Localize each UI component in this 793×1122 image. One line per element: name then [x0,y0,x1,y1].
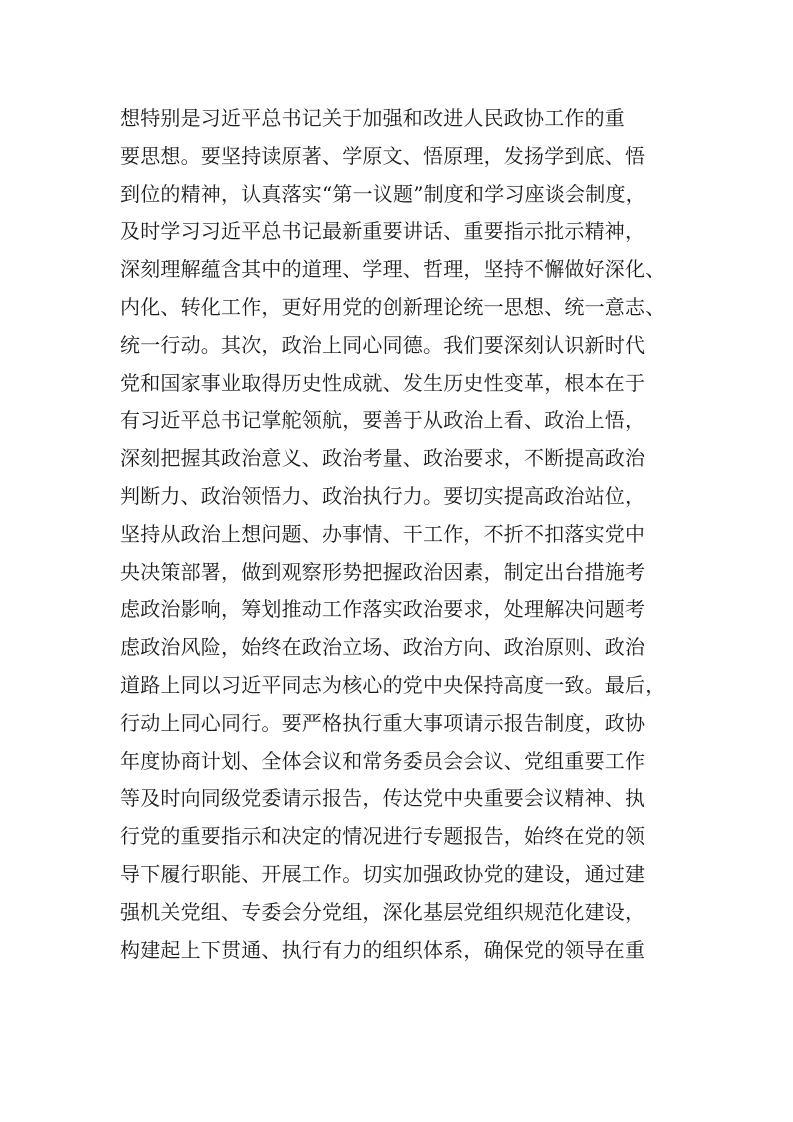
text-line: 有习近平总书记掌舵领航，要善于从政治上看、政治上悟， [120,408,646,433]
text-line: 想特别是习近平总书记关于加强和改进人民政协工作的重 [120,106,625,130]
text-line: 年度协商计划、全体会议和常务委员会会议、党组重要工作 [120,748,646,773]
text-line: 党和国家事业取得历史性成就、发生历史性变革，根本在于 [120,370,646,395]
text-line: 深刻把握其政治意义、政治考量、政治要求，不断提高政治 [120,446,646,471]
text-line: 深刻理解蕴含其中的道理、学理、哲理，坚持不懈做好深化、 [120,257,666,282]
text-line: 坚持从政治上想问题、办事情、干工作，不折不扣落实党中 [120,521,646,546]
text-line: 等及时向同级党委请示报告，传达党中央重要会议精神、执 [120,786,646,811]
text-line: 统一行动。其次，政治上同心同德。我们要深刻认识新时代 [120,332,646,357]
text-line: 道路上同以习近平同志为核心的党中央保持高度一致。最后， [120,672,666,697]
text-line: 行动上同心同行。要严格执行重大事项请示报告制度，政协 [120,710,646,735]
text-line: 央决策部署，做到观察形势把握政治因素，制定出台措施考 [120,559,646,584]
text-line: 要思想。要坚持读原著、学原文、悟原理，发扬学到底、悟 [120,143,646,168]
text-line: 判断力、政治领悟力、政治执行力。要切实提高政治站位， [120,483,646,508]
text-line: 内化、转化工作，更好用党的创新理论统一思想、统一意志、 [120,294,666,319]
text-line: 到位的精神，认真落实“第一议题”制度和学习座谈会制度， [120,181,646,206]
text-line: 虑政治影响，筹划推动工作落实政治要求，处理解决问题考 [120,597,646,622]
body-text [120,100,680,969]
text-line: 及时学习习近平总书记最新重要讲话、重要指示批示精神， [120,219,646,244]
text-line: 导下履行职能、开展工作。切实加强政协党的建设，通过建 [120,861,646,886]
text-line: 强机关党组、专委会分党组，深化基层党组织规范化建设， [120,899,646,924]
text-line: 行党的重要指示和决定的情况进行专题报告，始终在党的领 [120,824,646,849]
text-line: 构建起上下贯通、执行有力的组织体系，确保党的领导在重 [120,937,646,962]
text-line: 虑政治风险，始终在政治立场、政治方向、政治原则、政治 [120,635,646,660]
